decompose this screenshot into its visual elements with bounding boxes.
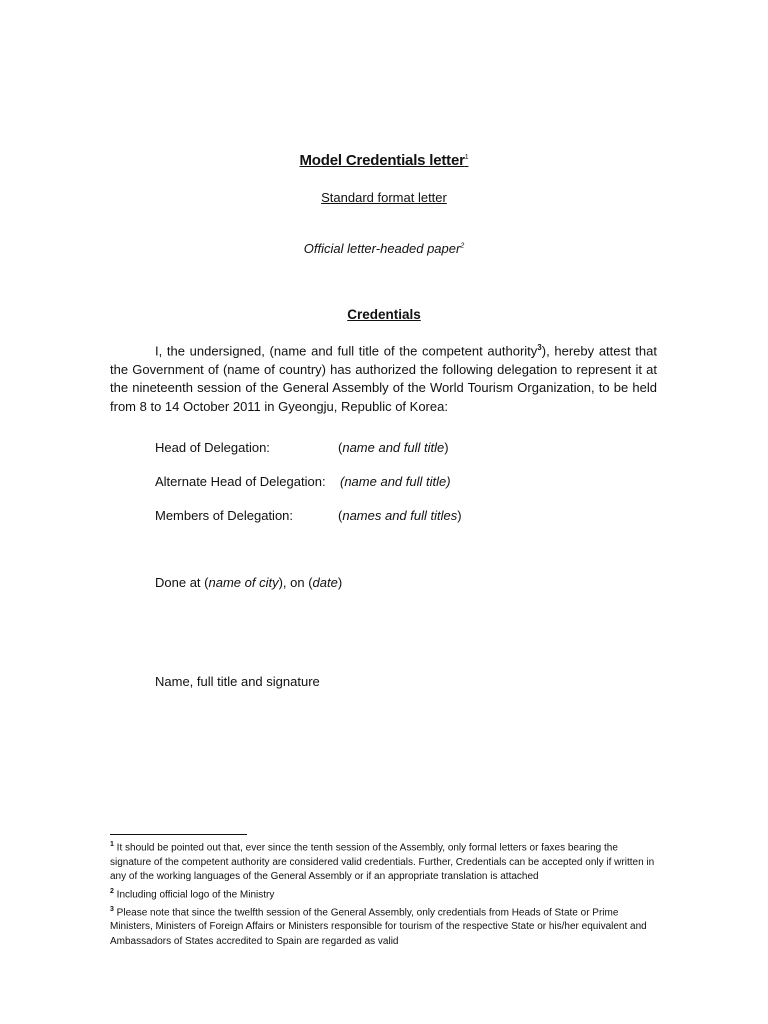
body-text-part2: ), hereby attest that the Government of (name of country) has authorized the following delegation to represent it at the nineteenth session of the General Assembly of the World Tourism Organization, to be held from 8 to 14 October 2011 in Gyeongju, Republic of Korea: xyxy=(110,343,657,414)
footnote-text: Please note that since the twelfth session of the General Assembly, only credentials from Heads of State or Prime Ministers, Ministers of Foreign Affairs or Ministers responsible for tourism of the respective State or his/her equivalent and Ambassadors of States accredited to Spain are regarded as valid xyxy=(110,906,647,947)
letterhead-text: Official letter-headed paper xyxy=(303,241,461,256)
title-text: Model Credentials letter xyxy=(299,152,465,169)
delegation-value-text: (name and full title) xyxy=(340,474,451,489)
section-heading: Credentials xyxy=(347,307,421,322)
title-footnote-mark: 1 xyxy=(464,154,469,161)
delegation-value-text: name and full title xyxy=(342,440,445,455)
delegation-value-text: names and full titles xyxy=(342,508,458,523)
body-paragraph xyxy=(110,339,657,416)
footnote-divider xyxy=(110,834,247,835)
footnotes xyxy=(110,838,657,949)
delegation-row-head xyxy=(155,440,449,456)
delegation-value: (name and full title) xyxy=(338,440,449,455)
footnote-2 xyxy=(110,885,657,903)
footnote-mark: 2 xyxy=(110,887,114,895)
footnote-text: Including official logo of the Ministry xyxy=(113,889,275,901)
body-text-part1: I, the undersigned, (name and full title of the competent authority xyxy=(155,343,538,359)
footnote-mark: 3 xyxy=(110,905,114,913)
delegation-label: Members of Delegation: xyxy=(155,508,294,523)
delegation-label: Head of Delegation: xyxy=(155,440,270,455)
footnote-mark: 1 xyxy=(110,841,114,848)
footnote-3 xyxy=(110,903,657,950)
city-placeholder: name of city xyxy=(208,575,279,590)
footnote-text: It should be pointed out that, ever since the tenth session of the Assembly, only formal letters or faxes bearing the signature of the competent authority are considered valid credentials. Further, Credentials can be accepted only if written in any of the working languages of the General Assembly or if an appropriate translation is attached xyxy=(110,842,655,883)
delegation-value: (names and full titles) xyxy=(338,508,462,523)
letterhead-footnote-mark: 2 xyxy=(460,242,465,250)
body-footnote-mark: 3 xyxy=(537,343,542,352)
date-placeholder: date xyxy=(312,575,338,590)
done-at-line: Done at (name of city), on (date) xyxy=(155,575,343,590)
delegation-value xyxy=(340,474,451,489)
letterhead-note xyxy=(0,241,768,256)
document-subtitle: Standard format letter xyxy=(321,190,447,205)
signature-line: Name, full title and signature xyxy=(155,674,320,689)
document-title xyxy=(0,152,768,169)
delegation-label: Alternate Head of Delegation: xyxy=(155,474,326,489)
delegation-row-alternate xyxy=(155,474,451,490)
footnote-1 xyxy=(110,838,657,885)
delegation-row-members xyxy=(155,508,462,524)
